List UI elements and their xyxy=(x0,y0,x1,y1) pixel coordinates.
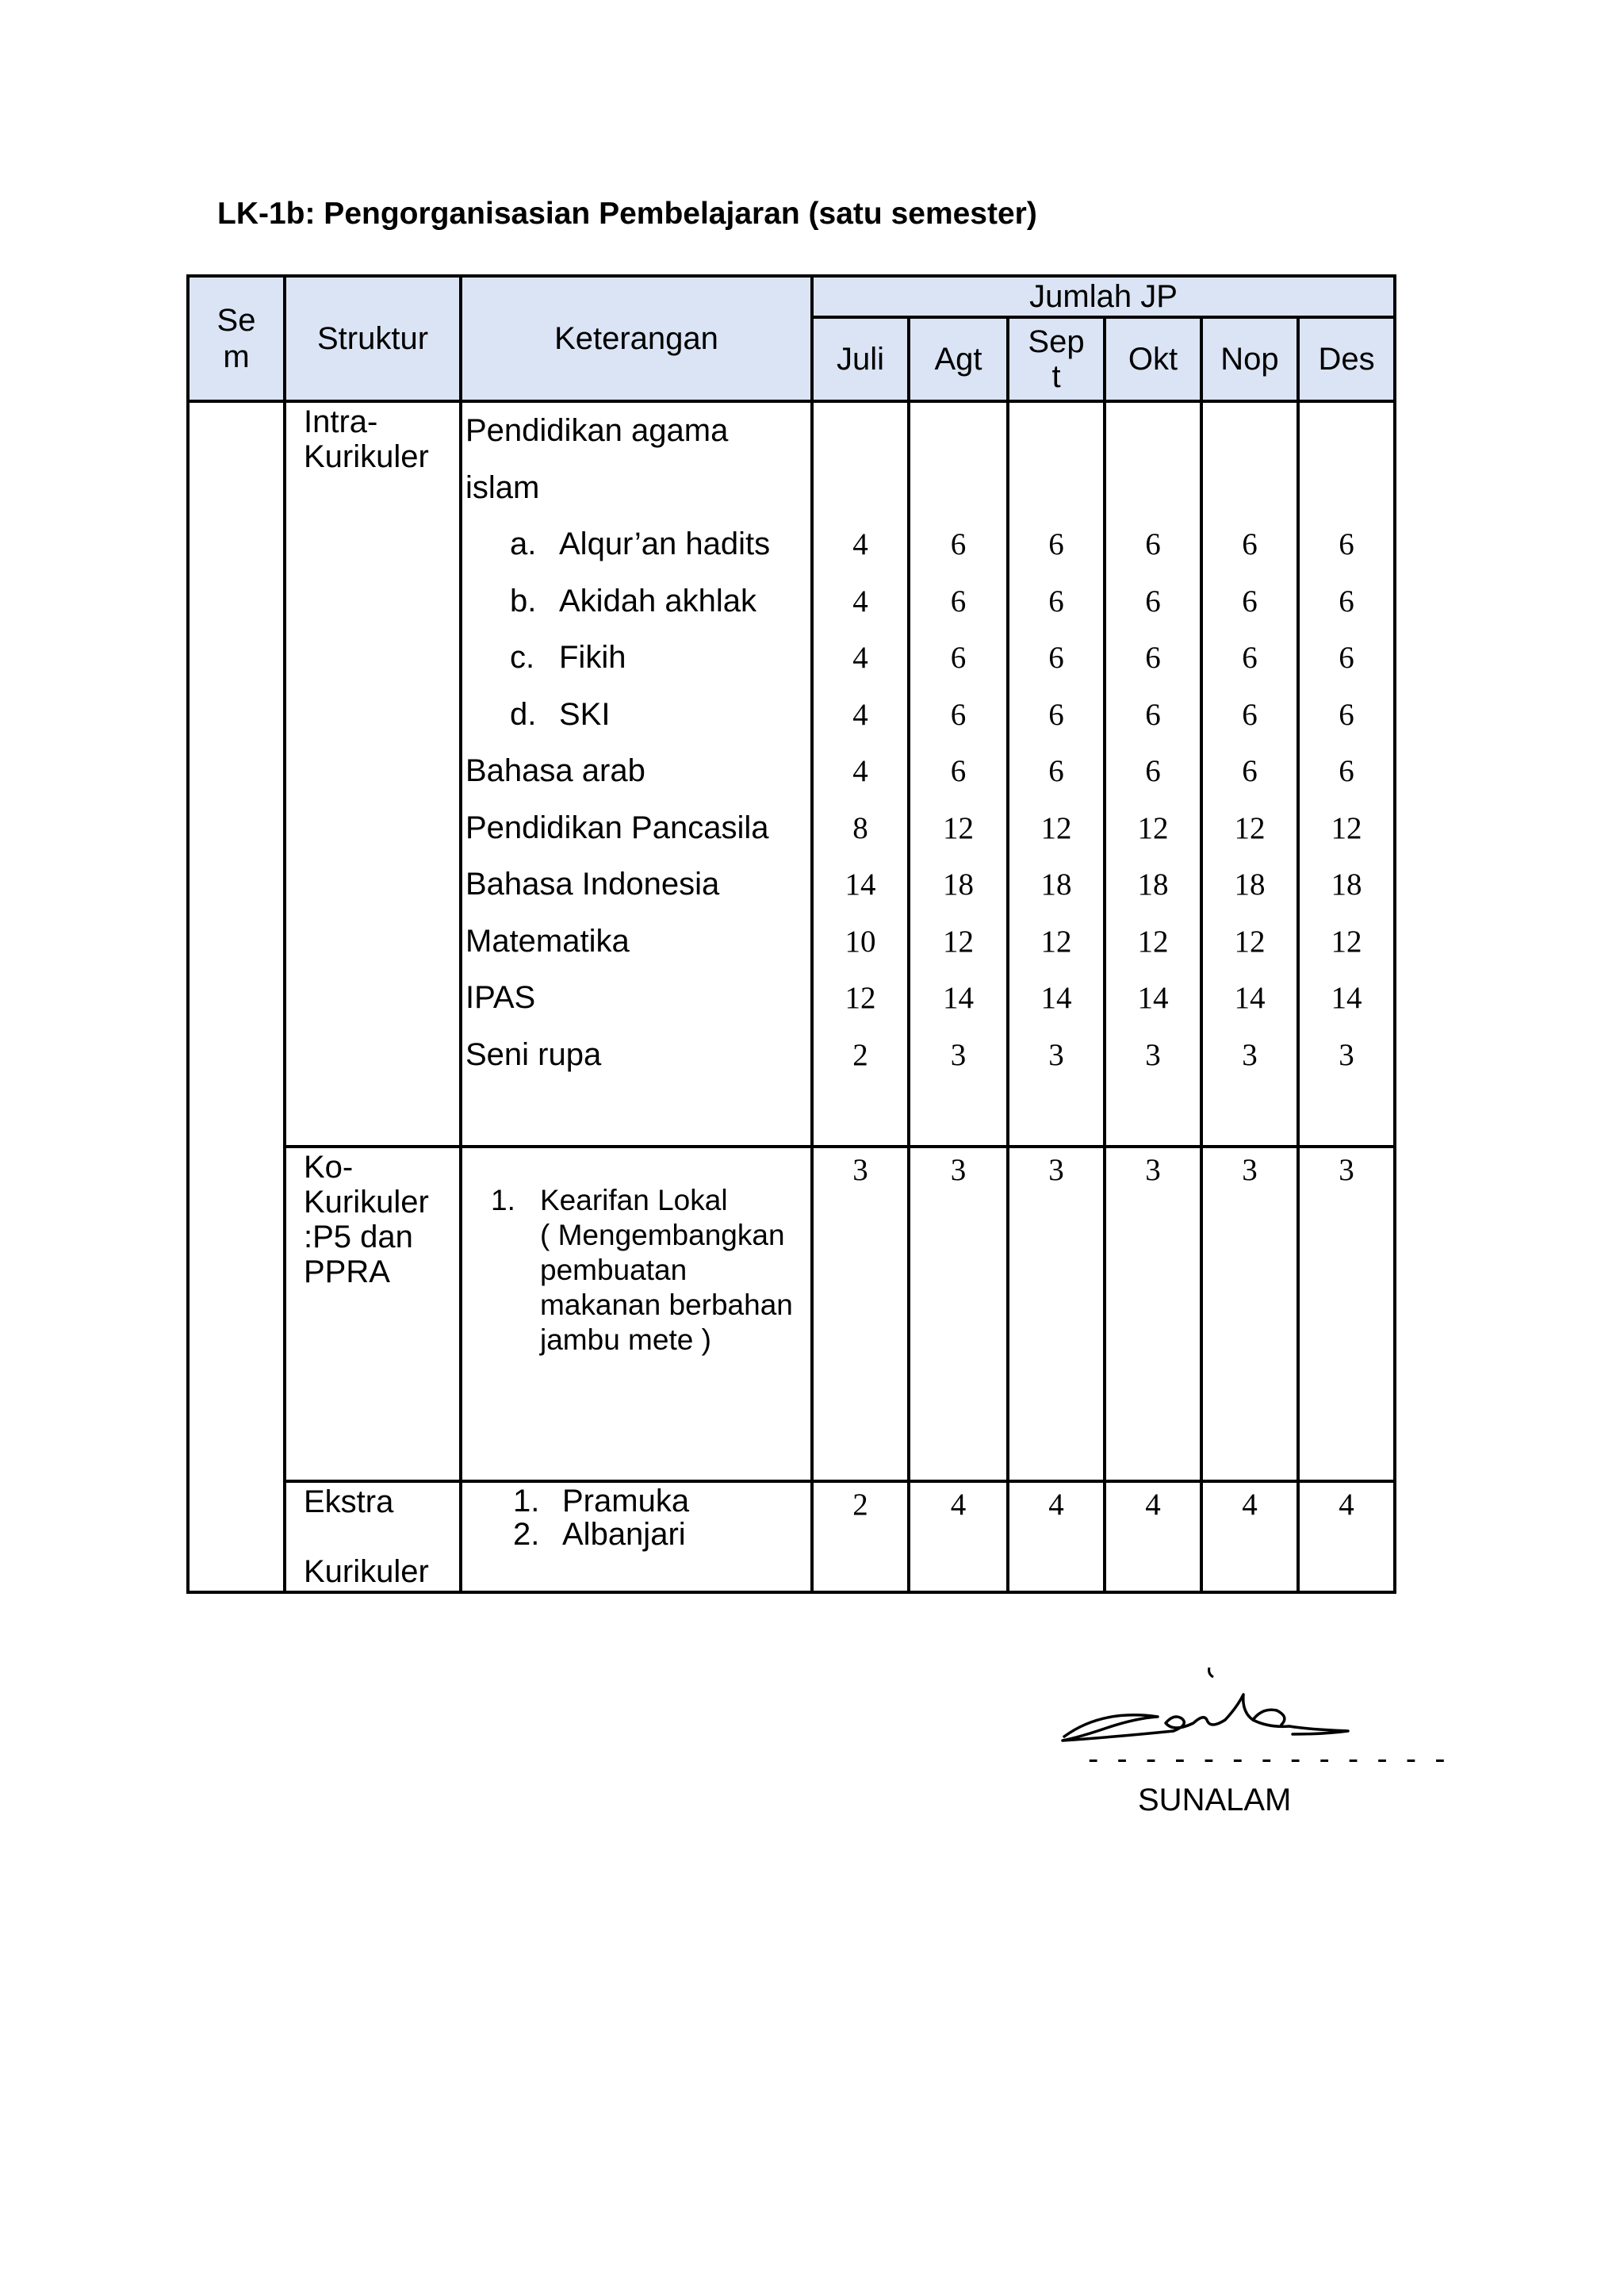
value-cell: 14 xyxy=(1331,981,1362,1015)
sept-column xyxy=(1008,401,1105,1147)
subject-label: Fikih xyxy=(559,640,626,675)
value-cell: 6 xyxy=(1048,527,1064,561)
value-cell: 12 xyxy=(1137,810,1169,845)
value-cell: 2 xyxy=(852,1488,868,1522)
signature-line: - - - - - - - - - - - - - xyxy=(1088,1741,1450,1776)
value-cell: 3 xyxy=(1145,1153,1161,1187)
value-cell: 6 xyxy=(950,641,967,675)
value-cell: 12 xyxy=(845,981,876,1015)
value-cell: 14 xyxy=(1234,981,1266,1015)
value-cell: 18 xyxy=(1234,867,1266,902)
value-cell: 3 xyxy=(1339,1153,1354,1187)
value-cell: 12 xyxy=(943,924,974,959)
subject-heading: Pendidikan agama xyxy=(465,413,729,448)
subject-row xyxy=(462,687,810,744)
subject-row xyxy=(462,573,810,630)
subject-row xyxy=(462,800,810,857)
value-cell: 6 xyxy=(1339,754,1354,788)
list-marker: c. xyxy=(510,640,535,675)
header-month: Okt xyxy=(1105,317,1201,401)
subject-label: Akidah akhlak xyxy=(559,583,757,618)
value-cell: 6 xyxy=(1339,584,1354,618)
value-cell: 12 xyxy=(1137,924,1169,959)
subject-label: Pendidikan Pancasila xyxy=(465,810,769,845)
list-item: 1. Kearifan Lokal ( Mengembangkan pembuatan makanan berbahan jambu mete ) xyxy=(491,1184,793,1356)
subject-row xyxy=(462,970,810,1027)
value-cell: 4 xyxy=(852,697,868,732)
header-month: Sep t xyxy=(1008,317,1105,401)
subject-heading: islam xyxy=(465,469,540,505)
value-cell: 6 xyxy=(1145,697,1161,732)
subject-row xyxy=(462,913,810,971)
value-cell: 18 xyxy=(1137,867,1169,902)
value-cell: 3 xyxy=(1242,1037,1258,1072)
value-cell: 6 xyxy=(950,754,967,788)
value-cell: 4 xyxy=(1339,1488,1354,1522)
value-cell: 6 xyxy=(1339,641,1354,675)
subject-row xyxy=(462,743,810,800)
value-cell: 3 xyxy=(950,1153,967,1187)
value-cell: 6 xyxy=(1339,527,1354,561)
struktur-ekstra: Ekstra Kurikuler xyxy=(285,1481,461,1592)
value-cell: 18 xyxy=(1040,867,1072,902)
value-cell: 6 xyxy=(1048,584,1064,618)
value-cell: 6 xyxy=(1242,527,1258,561)
value-cell: 14 xyxy=(1040,981,1072,1015)
nop-column xyxy=(1201,401,1298,1147)
value-cell: 6 xyxy=(1145,754,1161,788)
list-item: 2. Albanjari xyxy=(513,1517,686,1552)
subject-row xyxy=(462,516,810,573)
header-sem: Se m xyxy=(188,276,285,401)
value-cell: 4 xyxy=(852,527,868,561)
keterangan-intra xyxy=(461,401,812,1147)
value-cell: 3 xyxy=(950,1037,967,1072)
subject-label: SKI xyxy=(559,696,611,732)
sem-cell xyxy=(188,401,285,1592)
value-cell: 6 xyxy=(1145,641,1161,675)
agt-column xyxy=(909,401,1008,1147)
value-cell: 4 xyxy=(852,641,868,675)
value-cell: 2 xyxy=(852,1037,868,1072)
value-cell: 18 xyxy=(943,867,974,902)
value-cell: 6 xyxy=(1242,754,1258,788)
value-cell: 12 xyxy=(943,810,974,845)
header-month: Des xyxy=(1298,317,1395,401)
value-cell: 12 xyxy=(1234,810,1266,845)
value-cell: 4 xyxy=(1145,1488,1161,1522)
list-item: 1. Pramuka xyxy=(513,1484,690,1518)
value-cell: 12 xyxy=(1331,810,1362,845)
value-cell: 6 xyxy=(950,527,967,561)
signature-scribble xyxy=(1055,1661,1356,1752)
subject-row xyxy=(462,630,810,687)
subject-label: Matematika xyxy=(465,923,630,959)
value-cell: 6 xyxy=(1048,697,1064,732)
value-cell: 3 xyxy=(1339,1037,1354,1072)
value-cell: 6 xyxy=(1145,584,1161,618)
value-cell: 6 xyxy=(950,584,967,618)
header-month: Juli xyxy=(812,317,909,401)
value-cell: 3 xyxy=(1145,1037,1161,1072)
keterangan-ekstra xyxy=(461,1481,812,1592)
value-cell: 14 xyxy=(845,867,876,902)
subject-row xyxy=(462,1027,810,1084)
list-marker: a. xyxy=(510,527,537,561)
value-cell: 6 xyxy=(1048,641,1064,675)
value-cell: 4 xyxy=(950,1488,967,1522)
value-cell: 6 xyxy=(1242,697,1258,732)
subject-row xyxy=(462,856,810,913)
list-marker: d. xyxy=(510,696,537,732)
value-cell: 3 xyxy=(1048,1153,1064,1187)
document-title: LK-1b: Pengorganisasian Pembelajaran (satu semester) xyxy=(217,197,1037,231)
subject-label: Alqur’an hadits xyxy=(559,527,771,561)
learning-organization-table xyxy=(186,274,1396,1594)
value-cell: 3 xyxy=(1048,1037,1064,1072)
value-cell: 6 xyxy=(1145,527,1161,561)
value-cell: 18 xyxy=(1331,867,1362,902)
value-cell: 6 xyxy=(1242,641,1258,675)
subject-label: Bahasa Indonesia xyxy=(465,867,720,902)
value-cell: 3 xyxy=(1242,1153,1258,1187)
header-month: Agt xyxy=(909,317,1008,401)
value-cell: 6 xyxy=(1048,754,1064,788)
struktur-ko: Ko- Kurikuler :P5 dan PPRA xyxy=(285,1147,461,1481)
des-column xyxy=(1298,401,1395,1147)
header-keterangan: Keterangan xyxy=(461,276,812,401)
value-cell: 8 xyxy=(852,810,868,845)
value-cell: 12 xyxy=(1040,924,1072,959)
juli-column xyxy=(812,401,909,1147)
signer-name: SUNALAM xyxy=(1138,1783,1292,1817)
value-cell: 4 xyxy=(1048,1488,1064,1522)
header-month: Nop xyxy=(1201,317,1298,401)
value-cell: 12 xyxy=(1331,924,1362,959)
header-struktur: Struktur xyxy=(285,276,461,401)
subject-label: Seni rupa xyxy=(465,1036,602,1072)
okt-column xyxy=(1105,401,1201,1147)
list-marker: b. xyxy=(510,583,537,618)
header-jumlah-jp: Jumlah JP xyxy=(812,276,1395,317)
value-cell: 4 xyxy=(852,584,868,618)
subject-label: Bahasa arab xyxy=(465,753,645,788)
struktur-intra: Intra- Kurikuler xyxy=(285,401,461,1147)
value-cell: 12 xyxy=(1234,924,1266,959)
value-cell: 12 xyxy=(1040,810,1072,845)
value-cell: 10 xyxy=(845,924,876,959)
value-cell: 3 xyxy=(852,1153,868,1187)
value-cell: 14 xyxy=(1137,981,1169,1015)
value-cell: 14 xyxy=(943,981,974,1015)
value-cell: 6 xyxy=(1242,584,1258,618)
value-cell: 6 xyxy=(950,697,967,732)
value-cell: 4 xyxy=(852,754,868,788)
subject-label: IPAS xyxy=(465,980,536,1015)
value-cell: 4 xyxy=(1242,1488,1258,1522)
keterangan-ko xyxy=(461,1147,812,1481)
value-cell: 6 xyxy=(1339,697,1354,732)
